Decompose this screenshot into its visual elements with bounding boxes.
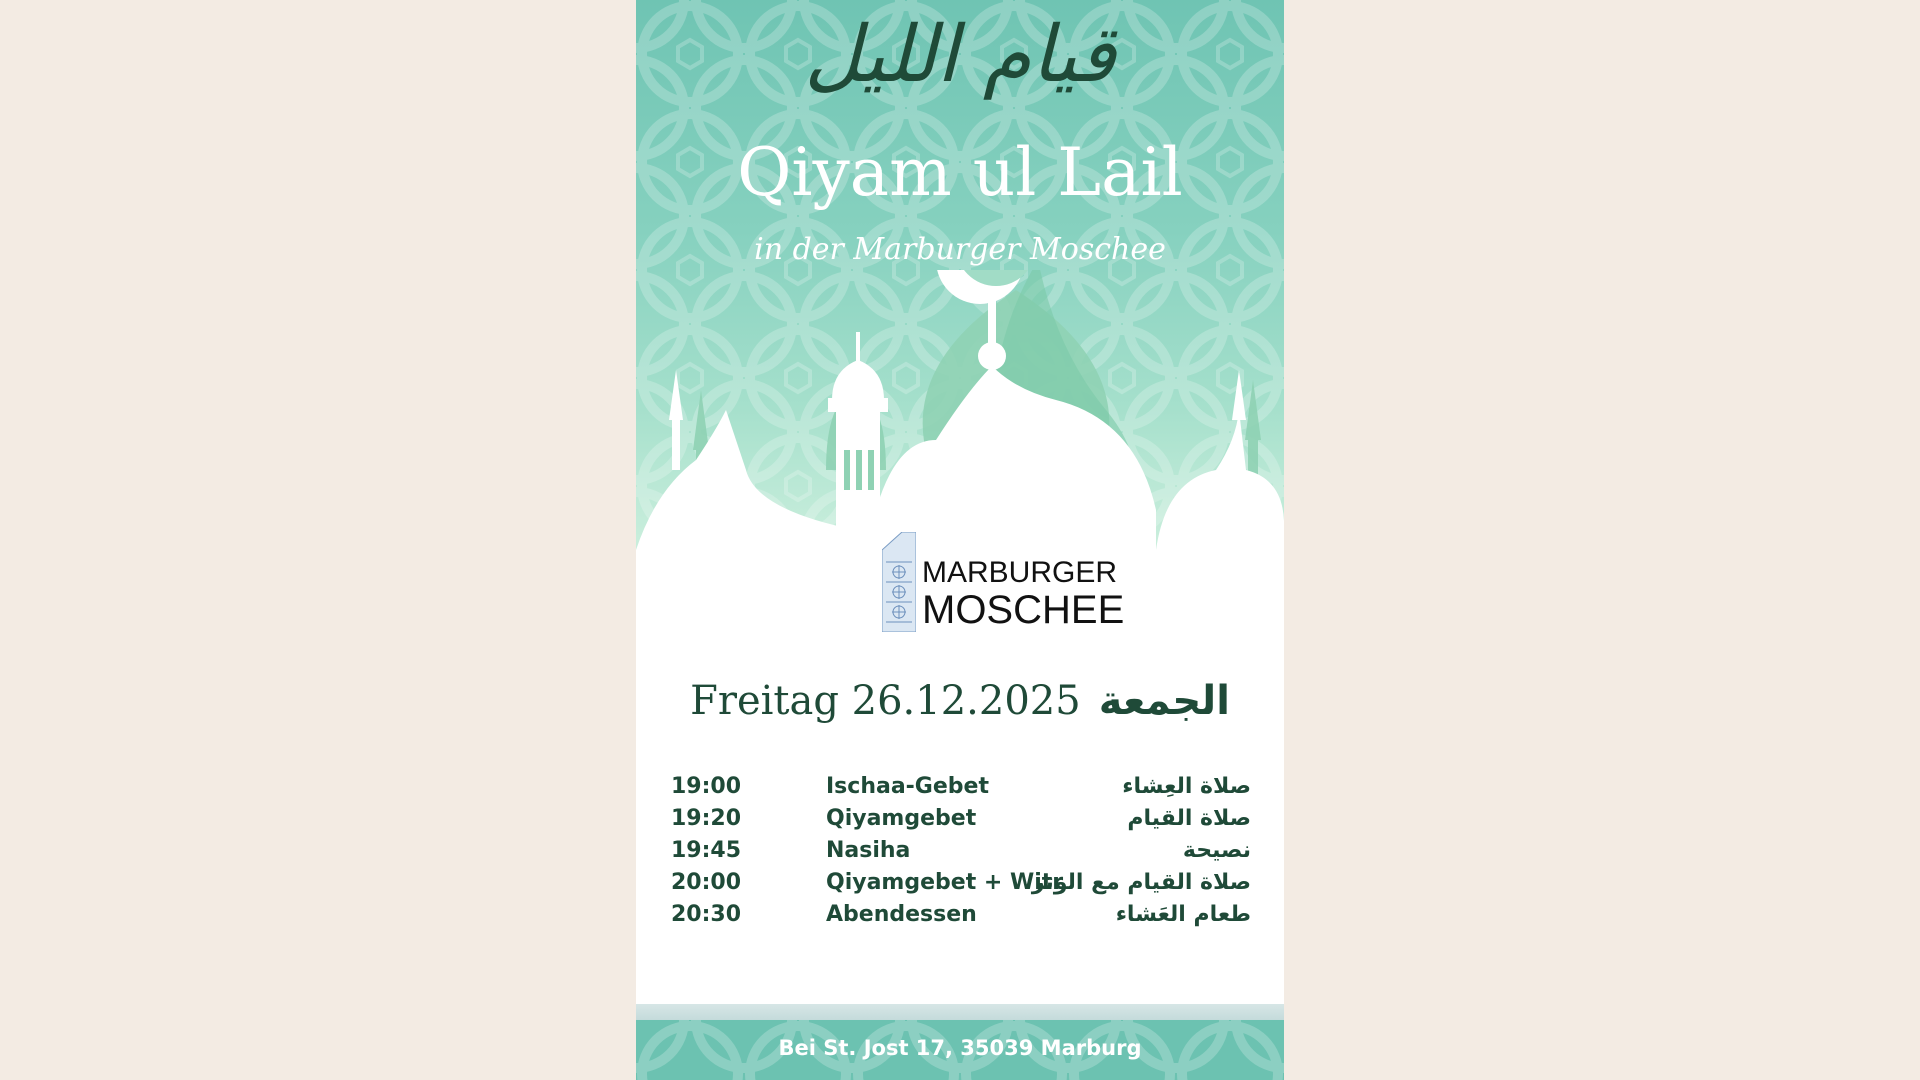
event-date <box>636 678 1284 724</box>
logo-text-line2: MOSCHEE <box>922 588 1125 632</box>
schedule-time: 20:00 <box>671 870 742 895</box>
schedule-row <box>671 868 1251 900</box>
schedule-row <box>671 836 1251 868</box>
schedule-item-arabic: صلاة العِشاء <box>1122 774 1251 799</box>
event-poster <box>636 0 1284 1080</box>
schedule-item-german: Abendessen <box>826 902 977 927</box>
logo-pattern-icon <box>882 532 916 632</box>
schedule-item-arabic: طعام العَشاء <box>1115 902 1251 927</box>
schedule-item-arabic: صلاة القيام <box>1127 806 1251 831</box>
schedule-time: 19:00 <box>671 774 742 799</box>
subtitle: in der Marburger Moschee <box>754 232 1166 267</box>
schedule-item-german: Nasiha <box>826 838 911 863</box>
schedule-item-german: Ischaa-Gebet <box>826 774 989 799</box>
schedule-item-german: Qiyamgebet + Witr <box>826 870 1064 895</box>
schedule-item-arabic: صلاة القيام مع الوتر <box>1031 870 1251 895</box>
footer-bar <box>636 1020 1284 1080</box>
schedule-row <box>671 772 1251 804</box>
logo-text-line1: MARBURGER <box>922 556 1118 589</box>
schedule-item-arabic: نصيحة <box>1182 838 1251 863</box>
page-title: Qiyam ul Lail <box>737 134 1183 211</box>
schedule-item-german: Qiyamgebet <box>826 806 977 831</box>
schedule-time: 19:45 <box>671 838 742 863</box>
date-german: Freitag 26.12.2025 <box>690 678 1081 724</box>
date-arabic: الجمعة <box>1098 678 1230 724</box>
arabic-title: قيام الليل <box>804 10 1116 100</box>
schedule-list <box>671 772 1251 932</box>
address-text: Bei St. Jost 17, 35039 Marburg <box>778 1036 1142 1060</box>
schedule-row <box>671 804 1251 836</box>
schedule-row <box>671 900 1251 932</box>
footer-divider <box>636 1004 1284 1020</box>
schedule-time: 19:20 <box>671 806 742 831</box>
marburger-moschee-logo <box>882 530 1125 634</box>
schedule-time: 20:30 <box>671 902 742 927</box>
